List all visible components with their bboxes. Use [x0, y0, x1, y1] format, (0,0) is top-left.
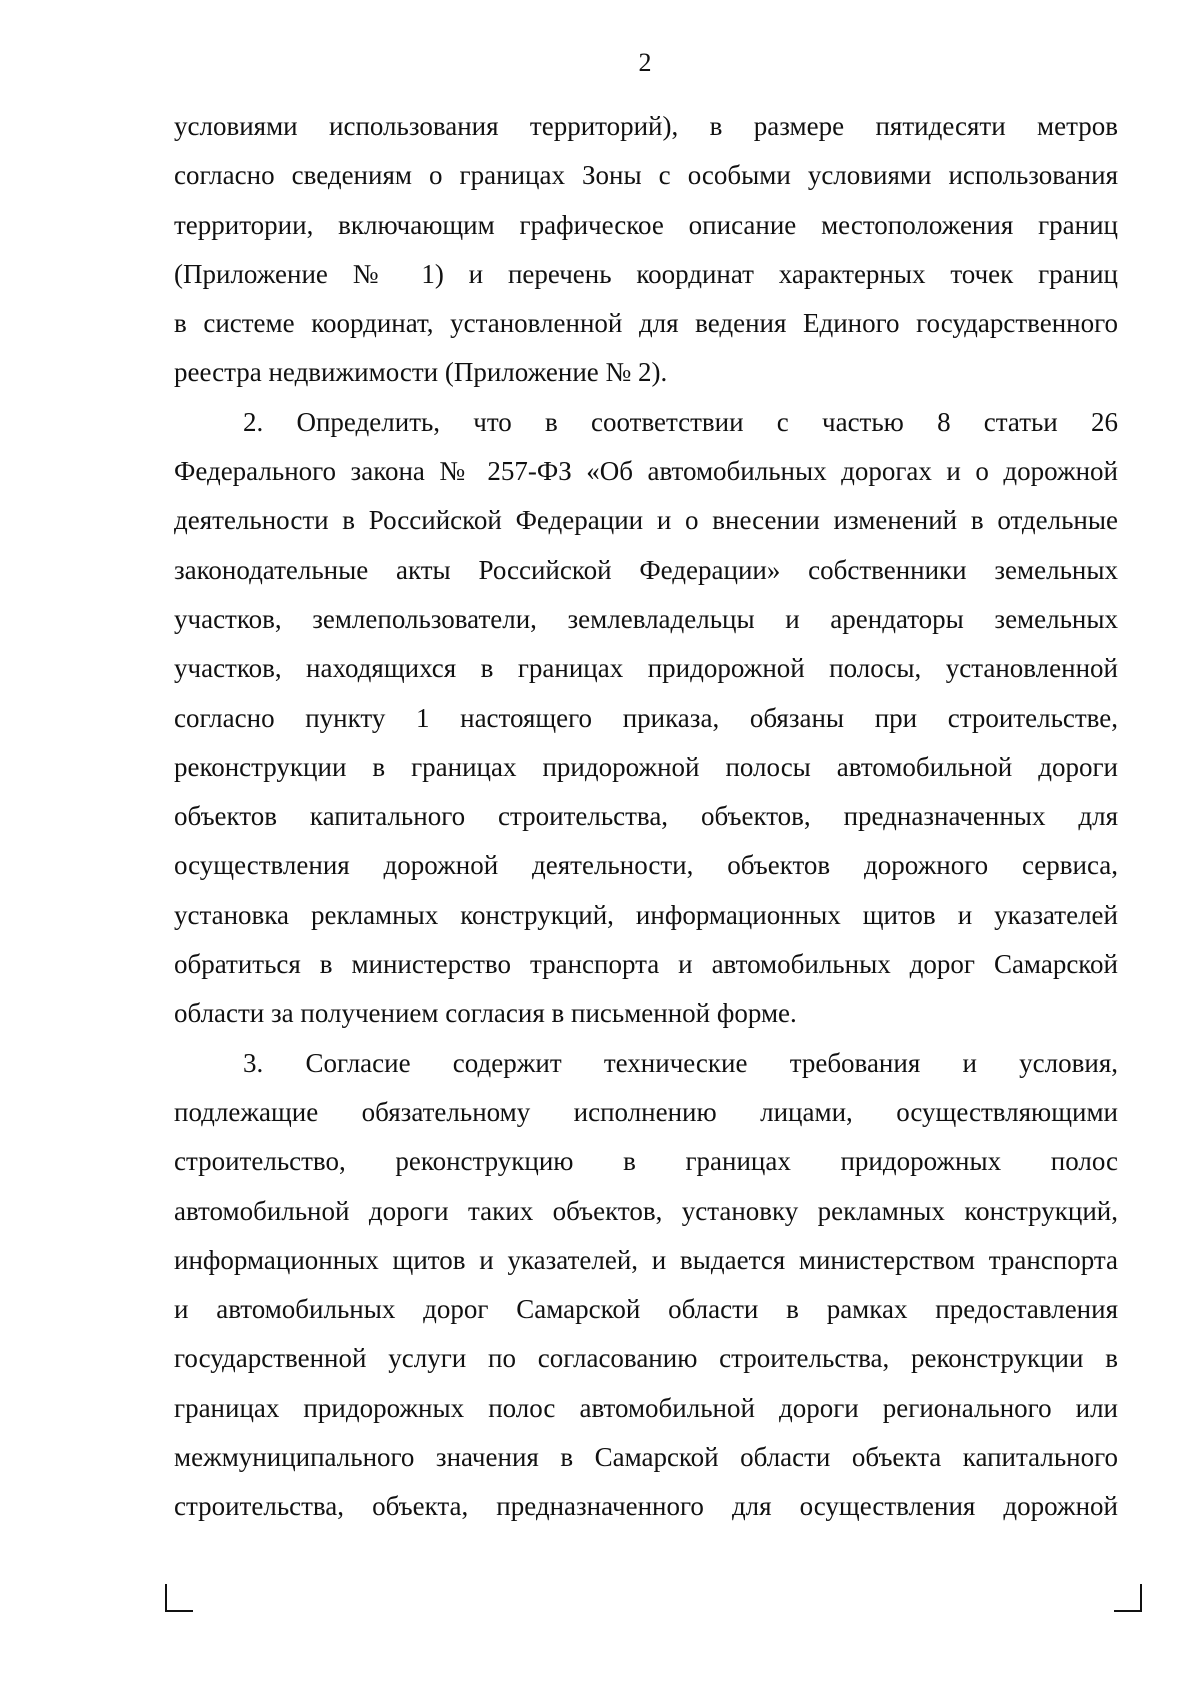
- text-line: условиями использования территорий), в размере пятидесяти метров: [174, 111, 1118, 141]
- text-line: 3. Согласие содержит технические требования и условия,: [243, 1047, 1118, 1078]
- text-line: 2. Определить, что в соответствии с частью 8 статьи 26: [243, 406, 1118, 437]
- text-line: участков, находящихся в границах придорожной полосы, установленной: [174, 653, 1118, 684]
- text-line: согласно сведениям о границах Зоны с особыми условиями использования: [174, 160, 1118, 191]
- text-line: осуществления дорожной деятельности, объектов дорожного сервиса,: [174, 850, 1118, 881]
- text-line: области за получением согласия в письменной форме.: [174, 998, 797, 1029]
- text-line: границах придорожных полос автомобильной дороги регионального или: [174, 1392, 1118, 1423]
- page-number: 2: [638, 48, 652, 77]
- text-line: участков, землепользователи, землевладельцы и арендаторы земельных: [174, 603, 1118, 634]
- bottom-left-corner-mark: [165, 1584, 193, 1612]
- text-line: обратиться в министерство транспорта и автомобильных дорог Самарской: [174, 949, 1118, 980]
- text-line: межмуниципального значения в Самарской области объекта капитального: [174, 1442, 1118, 1473]
- text-line: государственной услуги по согласованию строительства, реконструкции в: [174, 1343, 1118, 1374]
- text-line: деятельности в Российской Федерации и о внесении изменений в отдельные: [174, 505, 1118, 536]
- text-line: строительства, объекта, предназначенного для осуществления дорожной: [174, 1491, 1118, 1522]
- text-line: строительство, реконструкцию в границах придорожных полос: [174, 1146, 1118, 1177]
- bottom-right-corner-mark: [1114, 1584, 1142, 1612]
- text-line: Федерального закона № 257-ФЗ «Об автомобильных дорогах и о дорожной: [174, 456, 1118, 487]
- text-line: территории, включающим графическое описание местоположения границ: [174, 209, 1118, 240]
- text-line: согласно пункту 1 настоящего приказа, обязаны при строительстве,: [174, 702, 1118, 733]
- text-line: законодательные акты Российской Федерации» собственники земельных: [174, 554, 1118, 585]
- text-line: реестра недвижимости (Приложение № 2).: [174, 357, 668, 388]
- document-body: [174, 102, 1118, 1532]
- text-line: установка рекламных конструкций, информационных щитов и указателей: [174, 899, 1118, 930]
- text-line: и автомобильных дорог Самарской области в рамках предоставления: [174, 1294, 1118, 1325]
- text-line: реконструкции в границах придорожной полосы автомобильной дороги: [174, 751, 1118, 782]
- text-line: информационных щитов и указателей, и выдается министерством транспорта: [174, 1244, 1118, 1275]
- text-line: в системе координат, установленной для ведения Единого государственного: [174, 308, 1118, 339]
- text-line: (Приложение № 1) и перечень координат характерных точек границ: [174, 258, 1118, 289]
- text-line: объектов капитального строительства, объектов, предназначенных для: [174, 801, 1118, 832]
- text-line: автомобильной дороги таких объектов, установку рекламных конструкций,: [174, 1195, 1118, 1226]
- text-line: подлежащие обязательному исполнению лицами, осуществляющими: [174, 1096, 1118, 1127]
